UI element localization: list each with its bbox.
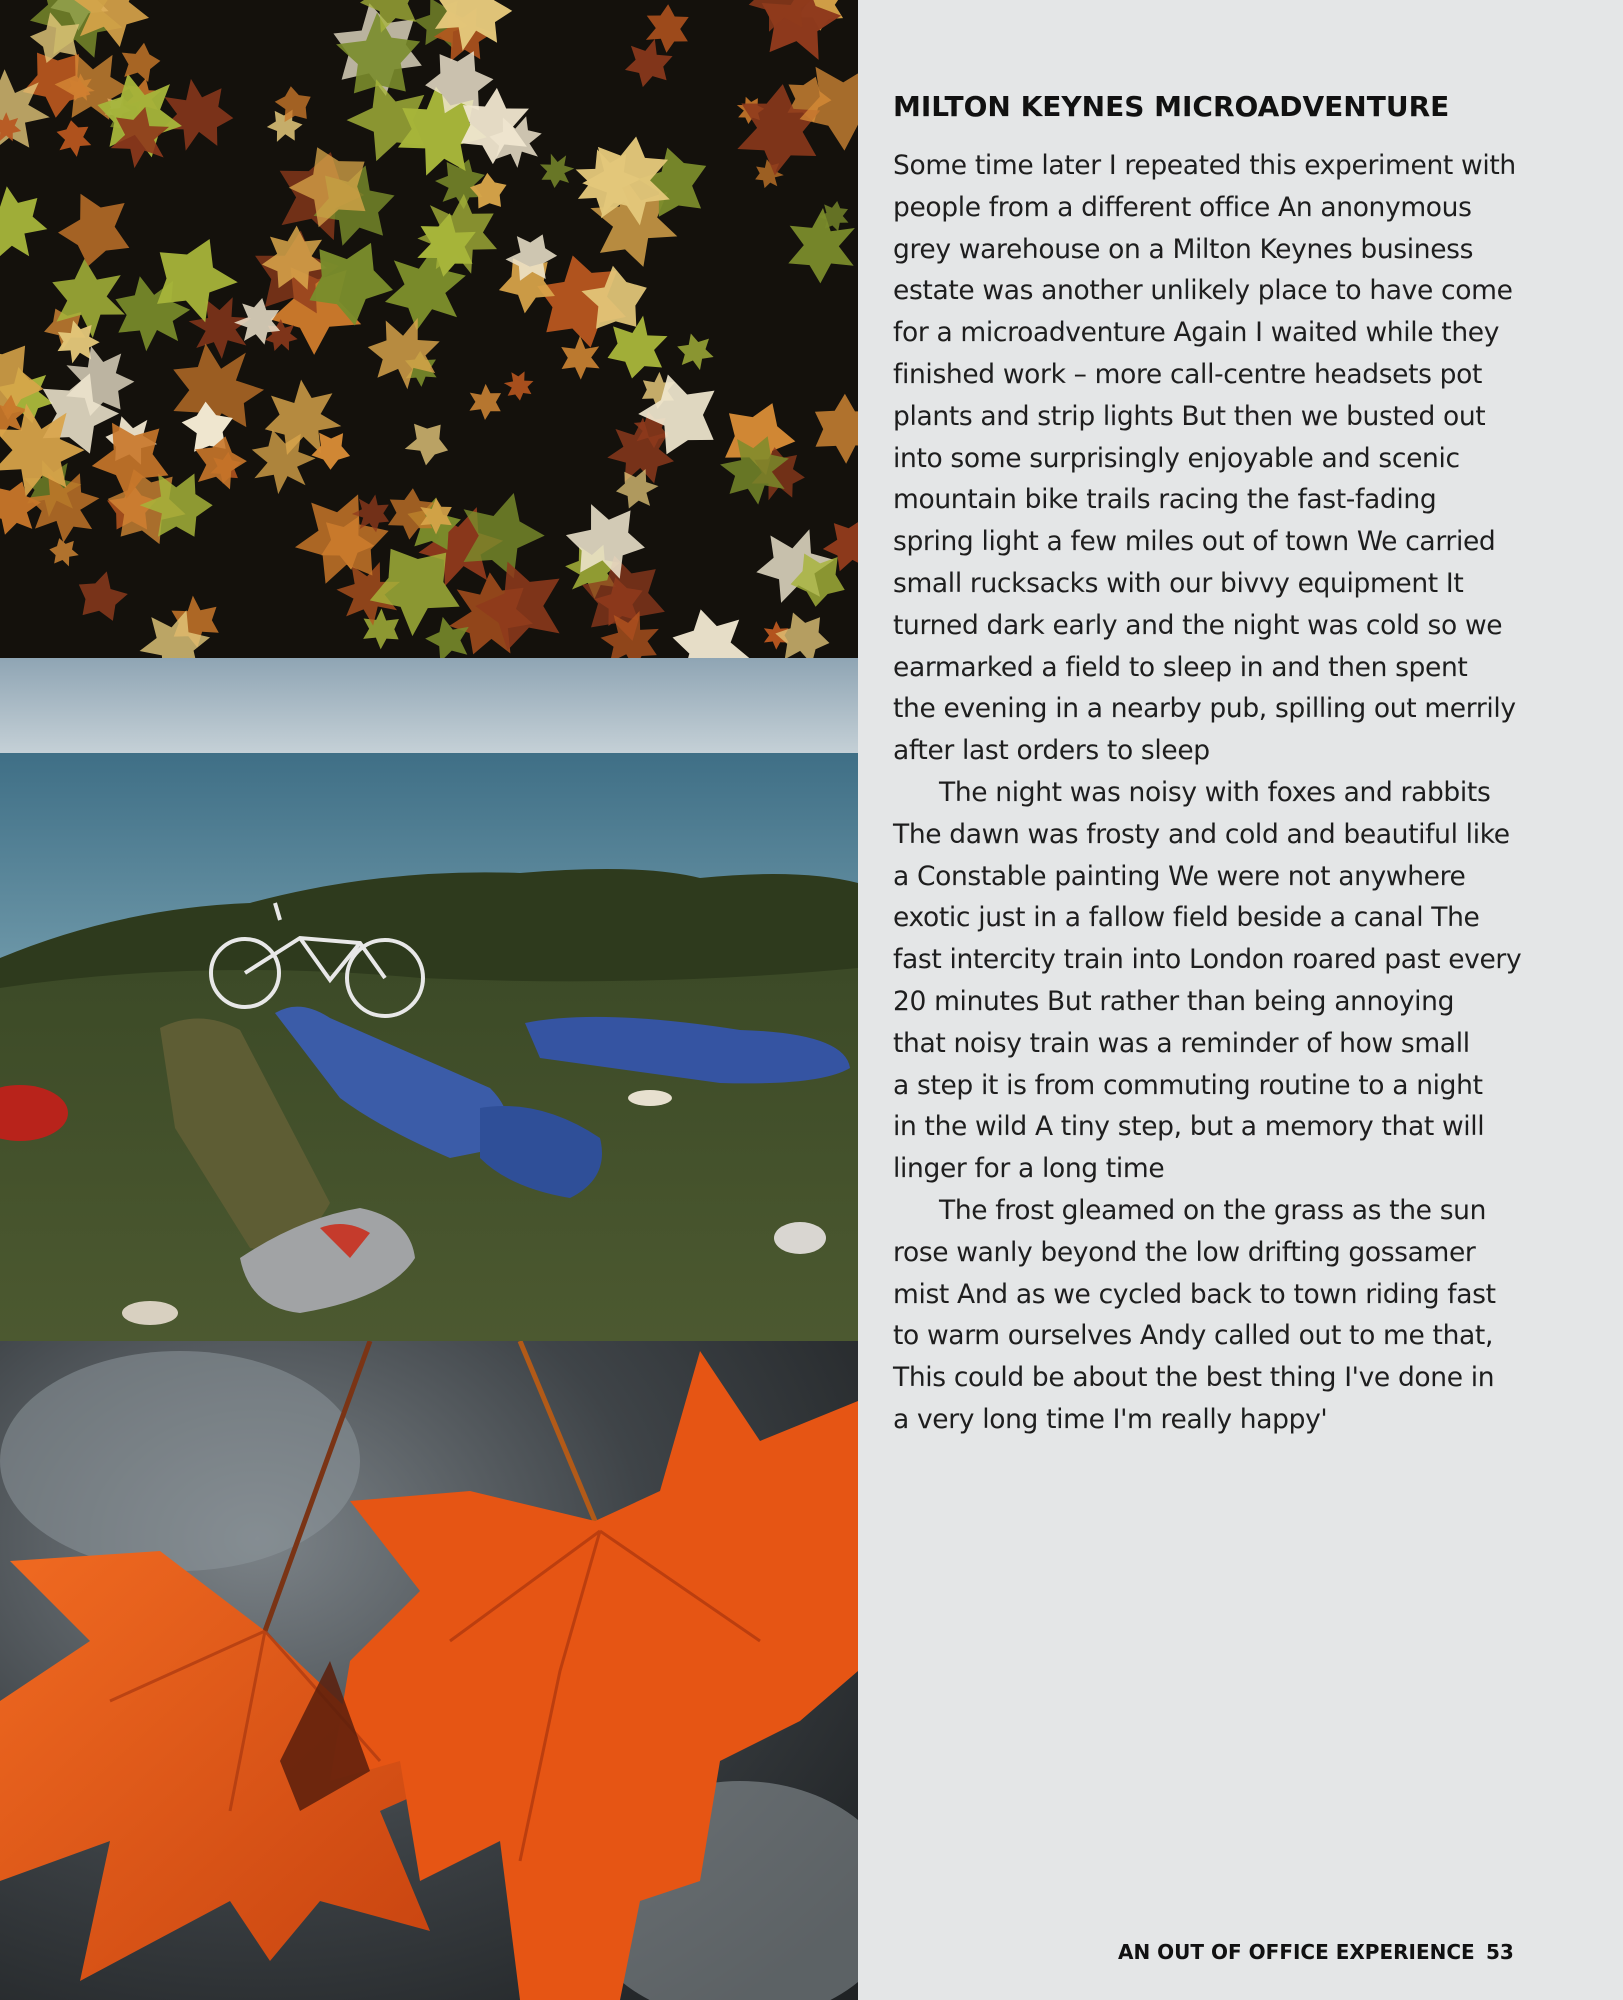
text-line: The dawn was frosty and cold and beautiful like <box>893 818 1510 850</box>
page-number: 53 <box>1486 1940 1514 1964</box>
text-line: to warm ourselves Andy called out to me that, <box>893 1320 1494 1352</box>
text-line: a very long time I'm really happy' <box>893 1403 1328 1435</box>
text-line: linger for a long time <box>893 1153 1165 1185</box>
orange-leaf-image <box>0 1341 858 2000</box>
paragraph-2 <box>893 772 1533 1190</box>
text-line: a step it is from commuting routine to a night <box>893 1069 1483 1101</box>
text-line: finished work – more call-centre headsets pot <box>893 358 1483 390</box>
text-line: into some surprisingly enjoyable and scenic <box>893 442 1460 474</box>
text-line: Some time later I repeated this experiment with <box>893 150 1516 181</box>
text-line: people from a different office An anonymous <box>893 191 1472 223</box>
text-line: estate was another unlikely place to have come <box>893 275 1513 307</box>
autumn-leaves-image <box>0 0 858 658</box>
text-line: grey warehouse on a Milton Keynes business <box>893 233 1474 265</box>
text-line: after last orders to sleep <box>893 735 1210 767</box>
text-line: small rucksacks with our bivvy equipment It <box>893 567 1464 599</box>
paragraph-1 <box>893 145 1533 772</box>
text-line: fast intercity train into London roared past every <box>893 944 1522 976</box>
clifftop-bivvy-image <box>0 658 858 1341</box>
text-line: that noisy train was a reminder of how small <box>893 1027 1470 1059</box>
text-line: the evening in a nearby pub, spilling out merrily <box>893 693 1516 725</box>
text-line: 20 minutes But rather than being annoying <box>893 985 1455 1017</box>
text-line: This could be about the best thing I've done in <box>893 1362 1495 1394</box>
clifftop-bivvy-photo <box>0 658 858 1341</box>
text-line: in the wild A tiny step, but a memory that will <box>893 1111 1485 1143</box>
text-line: earmarked a field to sleep in and then spent <box>893 651 1468 683</box>
autumn-leaves-photo <box>0 0 858 658</box>
running-footer: AN OUT OF OFFICE EXPERIENCE <box>1118 1940 1475 1964</box>
text-line: rose wanly beyond the low drifting gossamer <box>893 1236 1476 1268</box>
text-line: exotic just in a fallow field beside a canal The <box>893 902 1480 934</box>
text-line: plants and strip lights But then we busted out <box>893 400 1486 432</box>
text-line: The night was noisy with foxes and rabbits <box>939 776 1491 808</box>
text-line: mist And as we cycled back to town riding fast <box>893 1278 1496 1310</box>
paragraph-3 <box>893 1190 1533 1441</box>
text-line: The frost gleamed on the grass as the sun <box>939 1194 1487 1226</box>
text-line: for a microadventure Again I waited while they <box>893 317 1500 349</box>
orange-leaf-photo <box>0 1341 858 2000</box>
article-text <box>893 90 1533 1441</box>
text-line: a Constable painting We were not anywhere <box>893 860 1466 892</box>
text-line: spring light a few miles out of town We carried <box>893 526 1496 558</box>
article-heading: MILTON KEYNES MICROADVENTURE <box>893 90 1450 123</box>
text-line: mountain bike trails racing the fast-fading <box>893 484 1437 516</box>
text-line: turned dark early and the night was cold so we <box>893 609 1503 641</box>
